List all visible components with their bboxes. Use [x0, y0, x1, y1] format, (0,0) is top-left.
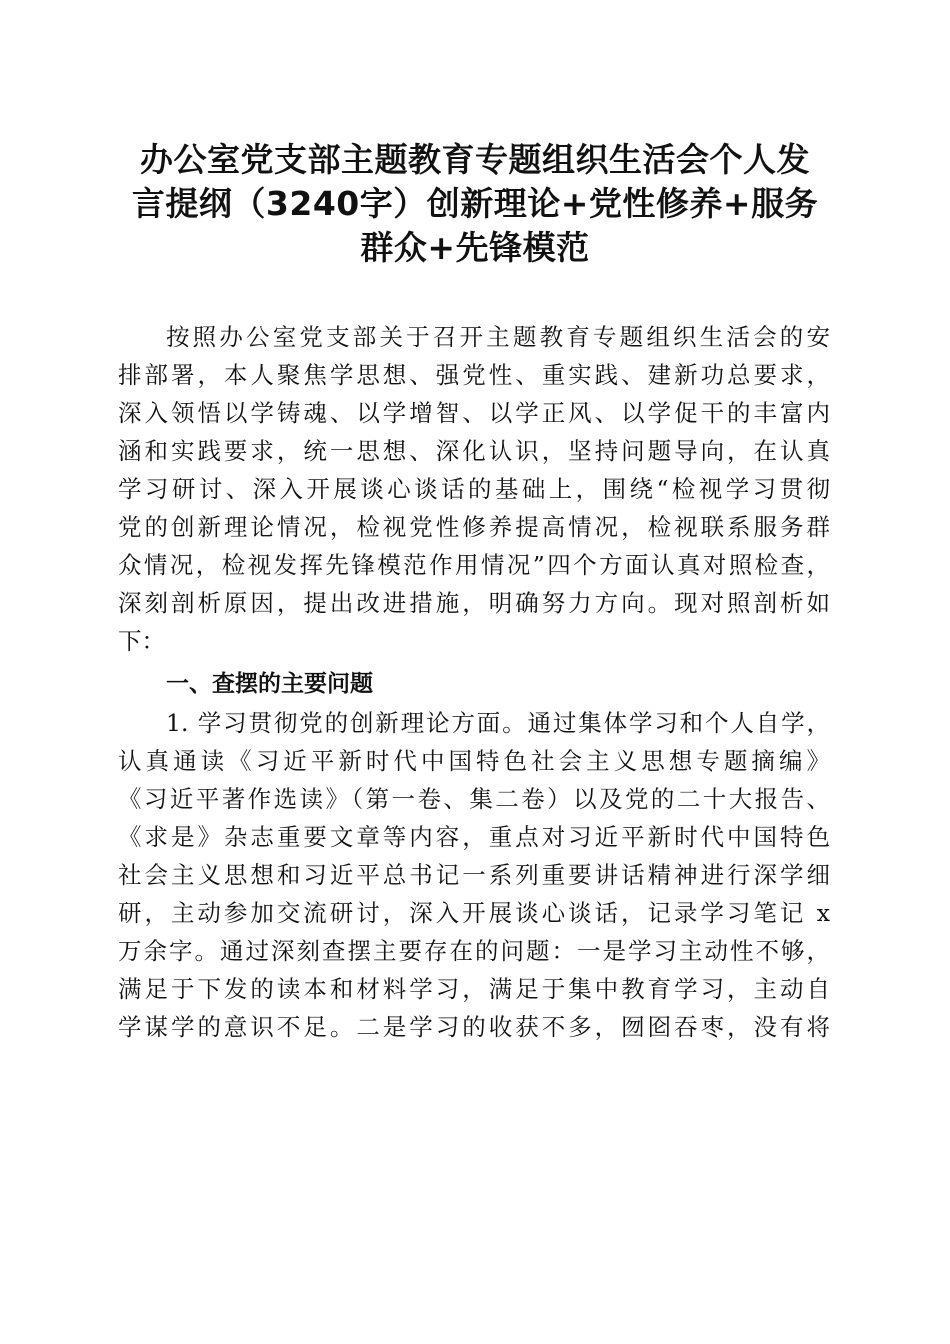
section-line: 认真通读《习近平新时代中国特色社会主义思想专题摘编》: [118, 747, 830, 775]
intro-line: 党的创新理论情况，检视党性修养提高情况，检视联系服务群: [118, 513, 830, 541]
section-line: 学谋学的意识不足。二是学习的收获不多，囫囵吞枣，没有将: [118, 1013, 830, 1041]
intro-line: 深入领悟以学铸魂、以学增智、以学正风、以学促干的丰富内: [118, 399, 830, 427]
section-line: 满足于下发的读本和材料学习，满足于集中教育学习，主动自: [118, 975, 830, 1003]
intro-line: 学习研讨、深入开展谈心谈话的基础上，围绕“检视学习贯彻: [118, 475, 830, 503]
section-line: 《求是》杂志重要文章等内容，重点对习近平新时代中国特色: [118, 823, 830, 851]
section-line: 1. 学习贯彻党的创新理论方面。通过集体学习和个人自学，: [166, 709, 830, 737]
section-line: 万余字。通过深刻查摆主要存在的问题：一是学习主动性不够，: [118, 937, 830, 965]
title-line: 言提纲（3240字）创新理论+党性修养+服务: [131, 184, 819, 223]
intro-line: 涵和实践要求，统一思想、深化认识，坚持问题导向，在认真: [118, 437, 830, 465]
title-line: 群众+先锋模范: [360, 228, 590, 267]
intro-line: 下：: [118, 627, 165, 655]
section-line: 研，主动参加交流研讨，深入开展谈心谈话，记录学习笔记 x: [118, 899, 830, 927]
title-line: 办公室党支部主题教育专题组织生活会个人发: [140, 140, 810, 179]
intro-line: 按照办公室党支部关于召开主题教育专题组织生活会的安: [166, 323, 830, 351]
document-title: [105, 138, 845, 270]
intro-line: 排部署，本人聚焦学思想、强党性、重实践、建新功总要求，: [118, 361, 830, 389]
intro-line: 众情况，检视发挥先锋模范作用情况”四个方面认真对照检查，: [118, 551, 830, 579]
section-heading: 一、查摆的主要问题: [166, 671, 373, 697]
intro-line: 深刻剖析原因，提出改进措施，明确努力方向。现对照剖析如: [118, 589, 830, 617]
document-body: [118, 318, 830, 1046]
section-line: 社会主义思想和习近平总书记一系列重要讲话精神进行深学细: [118, 861, 830, 889]
section-line: 《习近平著作选读》（第一卷、集二卷）以及党的二十大报告、: [118, 785, 830, 813]
